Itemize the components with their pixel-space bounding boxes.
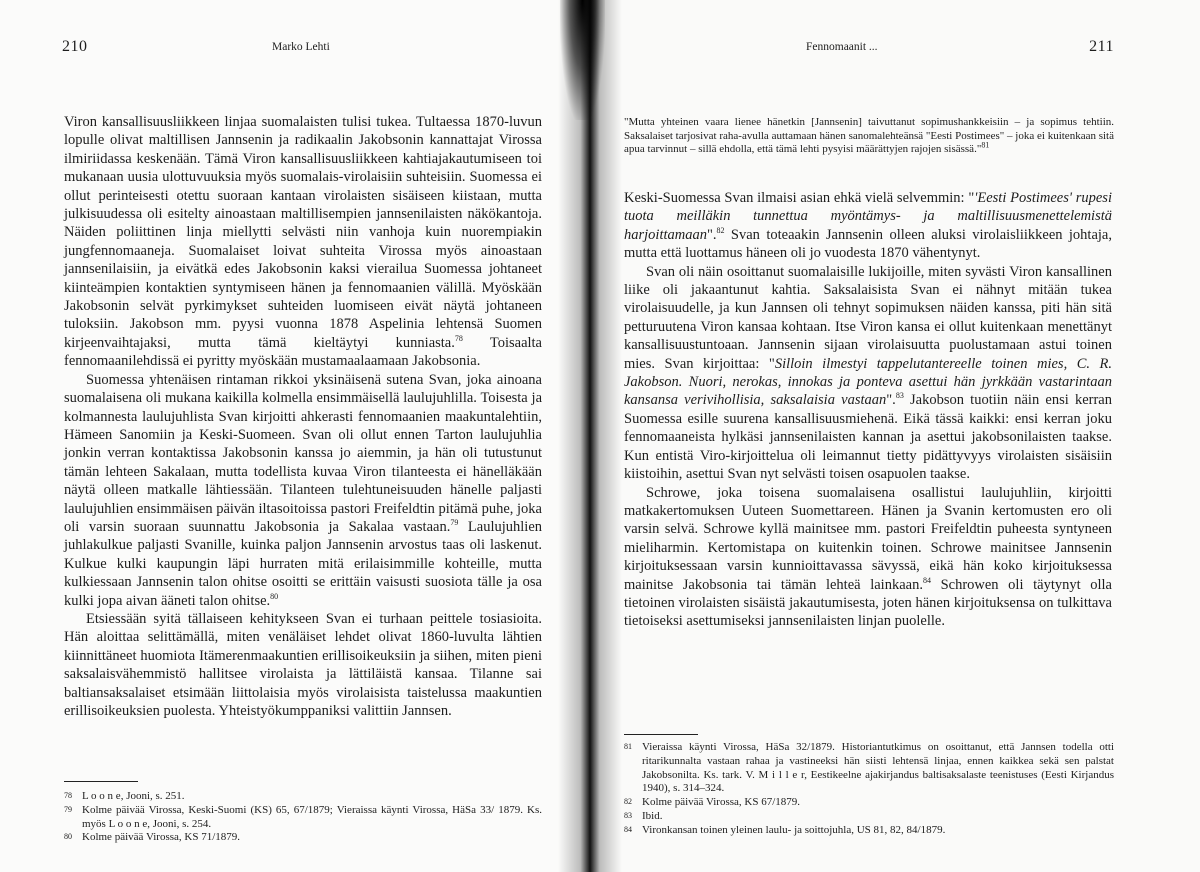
footnote-ref: 83 bbox=[895, 391, 904, 401]
left-footnotes bbox=[64, 790, 542, 845]
footnote-text: Kolme päivää Virossa, KS 71/1879. bbox=[82, 831, 241, 844]
footnote bbox=[624, 741, 1114, 796]
footnote-text: L o o n e, Jooni, s. 251. bbox=[82, 790, 185, 802]
text-run: Svan oli näin osoittanut suomalaisille lukijoille, miten syvästi Viron kansallinen liike oli jakaantunut kahtia. Saksalaisista Svan ei nähnyt mitään tukea virolaisuudelle, ja kun Jannsen oli tehnyt sopimuksen näiden kanssa, piti hän sitä petturuutena Viron kansaa kohtaan. Itse Viron kansa ei ollut kuitenkaan menettänyt kansallisuustuntoaan. Jannsenin sijaan virolaisuutta puolustamaan astui toinen mies. Svan kirjoittaa: " bbox=[624, 263, 1112, 372]
text-run: "Mutta yhteinen vaara lienee hänetkin [Jannsenin] taivuttanut sopimushankkeisiin – ja sopimus tehtiin. Saksalaiset tarjosivat raha-avulla auttamaan hänen sanomalehteänsä "Eesti Postimees" – joka ei kuitenkaan sitä apua tarvinnut – sillä ehdolla, että tämä lehti pysyisi määrättyjen rajojen sisässä." bbox=[624, 116, 1114, 156]
page-number: 210 bbox=[62, 38, 88, 55]
text-run: Suomessa yhtenäisen rintaman rikkoi yksinäisenä sutena Svan, joka ainoana suomalaisena oli mukana kaikilla kolmella ensimmäisellä laulujuhlilla. Toisesta ja kolmannesta laulujuhlista Svan kirjoitti ahkerasti fennomaanien maakuntalehtiin, Hämeen Sanomiin ja Keski-Suomeen. Svan oli ollut ennen Tarton laulujuhlia jonkin verran kontaktissa Jakobsonin kanssa jo aiemmin, ja hän oli tutustunut tämän lehteen Sakalaan, mutta todellista kuvaa Viron tilanteesta ei hänelläkään näytä olleen matkalle lähtiessään. Tilanteen tulehtuneisuuden hänelle paljasti laulujuhlien ensimmäisen päivän iltasoitoissa pastori Freifeldtin pitämä puhe, joka oli varsin suoraan suunnattu Jakobsonia ja Sakalaa vastaan. bbox=[64, 371, 542, 535]
italic-quote: Silloin ilmestyi tappelutantereelle toinen mies, C. R. Jakobson. Nuori, nerokas, innokas ja ponteva asettui hän jyrkkään vastarintaan kansansa verivihollisia, saksalaisia vastaan bbox=[624, 355, 1112, 409]
right-page bbox=[588, 0, 1200, 872]
footnote-divider bbox=[64, 781, 138, 782]
text-run: Laulujuhlien juhlakulkue paljasti Svanille, kuinka paljon Jannsenin arvostus taas oli laskenut. Kulkue kulki kaupungin läpi hurraten mitä erilaisimmille kohteille, mutta kulkiessaan Jannsenin talon ohitse osoitti se erittäin vaisusti suosiota tälle ja osa kulki jopa aivan ääneti talon ohitse. bbox=[64, 518, 543, 609]
footnote-ref: 80 bbox=[270, 591, 279, 601]
footnote-number: 80 bbox=[64, 832, 72, 842]
paragraph bbox=[64, 610, 542, 720]
text-run: Viron kansallisuusliikkeen linjaa suomalaisten tulisi tukea. Tultaessa 1870-luvun lopulle olivat maltillisen Jannsenin ja radikaalin Jakobsonin kannattajat Virossa ilmiriidassa keskenään. Tämä Viron kansallisuusliikkeen kahtiajakautumiseen toi mukanaan uusia ulottuvuuksia myös suomalais-virolaisiin suhteisiin. Suomessa ei ollut perinteisesti otettu suoraan kantaan virolaisten sisäiseen kiistaan, mutta julkisuudessa oli esitelty ainoastaan maltillisempien jannsenilaisten näkökantoja. Näiden poliittinen linja miellytti selvästi niin vanhoja kuin nuorempiakin jungfennomaaneja. Suomalaiset loivat suhteita Virossa myös ainoastaan jannsenilaisiin, ja eivätkä edes Jakobsonin kaksi vierailua Suomessa johtaneet kiinteämpien kontaktien syntymiseen hänen ja fennomaanien välillä. Myöskään Jakobsonin selvät pyrkimykset suhteiden luomiseen eivät näytä johtaneen tuloksiin. Jakobson mm. pyysi vuonna 1878 Aspelinia lehtensä Suomen kirjeenvaihtajaksi, mutta tämä kieltäytyi kunniasta. bbox=[64, 114, 542, 351]
running-head-chapter: Fennomaanit ... bbox=[806, 41, 878, 53]
footnote-text: Kolme päivää Virossa, KS 67/1879. bbox=[642, 796, 801, 809]
text-run: ". bbox=[886, 392, 896, 409]
footnote-text: Vironkansan toinen yleinen laulu- ja soittojuhla, US 81, 82, 84/1879. bbox=[642, 823, 946, 836]
text-run: Etsiessään syitä tällaiseen kehitykseen Svan ei turhaan peittele tosiasioita. Hän aloittaa selittämällä, miten venäläiset lehdet olivat 1860-luvulta lähtien kiinnittäneet huomiota Itämerenmaakuntien erillisoikeuksiin ja siihen, miten pieni saksalaisvähemmistö hallitsee virolaista ja lättiläistä kansaa. Tilanne sai baltiansaksalaiset etsimään liittolaisia myös virolaisista taistelussa maakuntien erillisoikeuksien puolesta. Yhteistyökumppaniksi valittiin Jannsen. bbox=[64, 610, 542, 719]
footnote-number: 83 bbox=[624, 810, 632, 820]
text-run: ". bbox=[706, 226, 717, 243]
text-run: Schrowen oli täytynyt olla tietoinen virolaisten sisäistä jakautumisesta, joten hänen kirjoituksensa on tulkittava tietoiseksi asettumiseksi jannsenilaisten linjan puolelle. bbox=[624, 576, 1112, 630]
footnote-ref: 82 bbox=[716, 225, 725, 235]
footnote-number: 82 bbox=[624, 797, 632, 807]
paragraph bbox=[624, 263, 1112, 484]
footnote-number: 84 bbox=[624, 824, 632, 834]
footnote-ref: 79 bbox=[450, 518, 459, 528]
text-run: Keski-Suomessa Svan ilmaisi asian ehkä vielä selvemmin: " bbox=[624, 190, 975, 206]
right-body-text bbox=[624, 189, 1112, 631]
running-head-author: Marko Lehti bbox=[272, 41, 330, 53]
book-gutter bbox=[558, 0, 622, 872]
footnote-ref: 84 bbox=[922, 575, 931, 585]
footnote-number: 81 bbox=[624, 742, 632, 751]
footnote-ref: 78 bbox=[454, 334, 463, 344]
footnote bbox=[624, 796, 1114, 810]
italic-quote: 'Eesti Postimees' rupesi tuota meilläkin tunnettua myöntämys- ja maltillisuusmenettelemistä harjoittamaan bbox=[624, 190, 1112, 243]
gutter-shadow bbox=[560, 0, 605, 120]
text-run: Svan toteaakin Jannsenin olleen aluksi virolaisliikkeen johtaja, mutta että luottamus häneen oli jo vuodesta 1870 vähentynyt. bbox=[624, 226, 1112, 262]
footnote bbox=[64, 790, 542, 804]
block-quote bbox=[624, 116, 1114, 157]
footnote bbox=[624, 810, 1114, 824]
footnote-divider bbox=[624, 734, 698, 735]
footnote bbox=[64, 831, 542, 845]
text-run: Schrowe, joka toisena suomalaisena osallistui laulujuhliin, kirjoitti matkakertomuksen Uuteen Suomettareen. Hänen ja Svanin kertomusten ero oli varsin selvä. Schrowe kyllä mainitsee mm. pastori Freifeldtin puheesta syntyneen mieliharmin. Kertomistapa on kuitenkin toinen. Schrowe mainitsee Jannsenin kirjoituksessaan varsin kunnioittavassa sävyssä, eikä hän koko kirjoituksessa mainitse Jakobsonia tai tämän lehteä lainkaan. bbox=[624, 484, 1112, 593]
paragraph bbox=[64, 113, 542, 371]
footnote bbox=[624, 824, 1114, 838]
footnote-ref: 81 bbox=[981, 140, 990, 150]
footnote-text: Kolme päivää Virossa, Keski-Suomi (KS) 65, 67/1879; Vieraissa käynti Virossa, HäSa 33/ 1879. Ks. myös L o o n e, Jooni, s. 254. bbox=[82, 803, 542, 830]
paragraph bbox=[624, 484, 1112, 631]
left-page bbox=[0, 0, 588, 872]
footnote-text: Ibid. bbox=[642, 809, 663, 822]
text-run: Toisaalta fennomaanilehdissä ei pyritty myöskään mustamaalaamaan Jakobsonia. bbox=[64, 334, 542, 370]
paragraph bbox=[64, 371, 542, 610]
footnote-number: 79 bbox=[64, 804, 72, 814]
quote-text bbox=[624, 116, 1114, 157]
footnote-text: Vieraissa käynti Virossa, HäSa 32/1879. Historiantutkimus on osoittanut, että Jannsen todella otti ritarikunnalta vastaan rahaa ja vastineeksi hän siisti lehtensä linjaa, ennen kaikkea sekä sen palstat Jakobsonilta. Ks. tark. V. M i l l e r, Eestikeelne ajakirjandus baltisaksalaste teenistuses (Eesti Kirjandus 1940), s. 314–324. bbox=[642, 741, 1114, 795]
left-body-text bbox=[64, 113, 542, 720]
paragraph bbox=[624, 189, 1112, 263]
footnote bbox=[64, 804, 542, 832]
page-number: 211 bbox=[1089, 38, 1114, 55]
right-footnotes bbox=[624, 741, 1114, 838]
text-run: Jakobson tuotiin näin ensi kerran Suomessa esille suurena kansallisuusmiehenä. Eikä tässä kaikki: ensi kerran joku fennomaaneista hylkäsi jannsenilaisten kannan ja asettui jakobsonilaisten taakse. Kun entistä Viro-kirjoittelua oli leimannut tietty pidättyvyys virolaisten sisäisiin kiistoihin, asettui Svan nyt selvästi toisen osapuolen taakse. bbox=[624, 392, 1112, 483]
footnote-number: 78 bbox=[64, 791, 72, 800]
